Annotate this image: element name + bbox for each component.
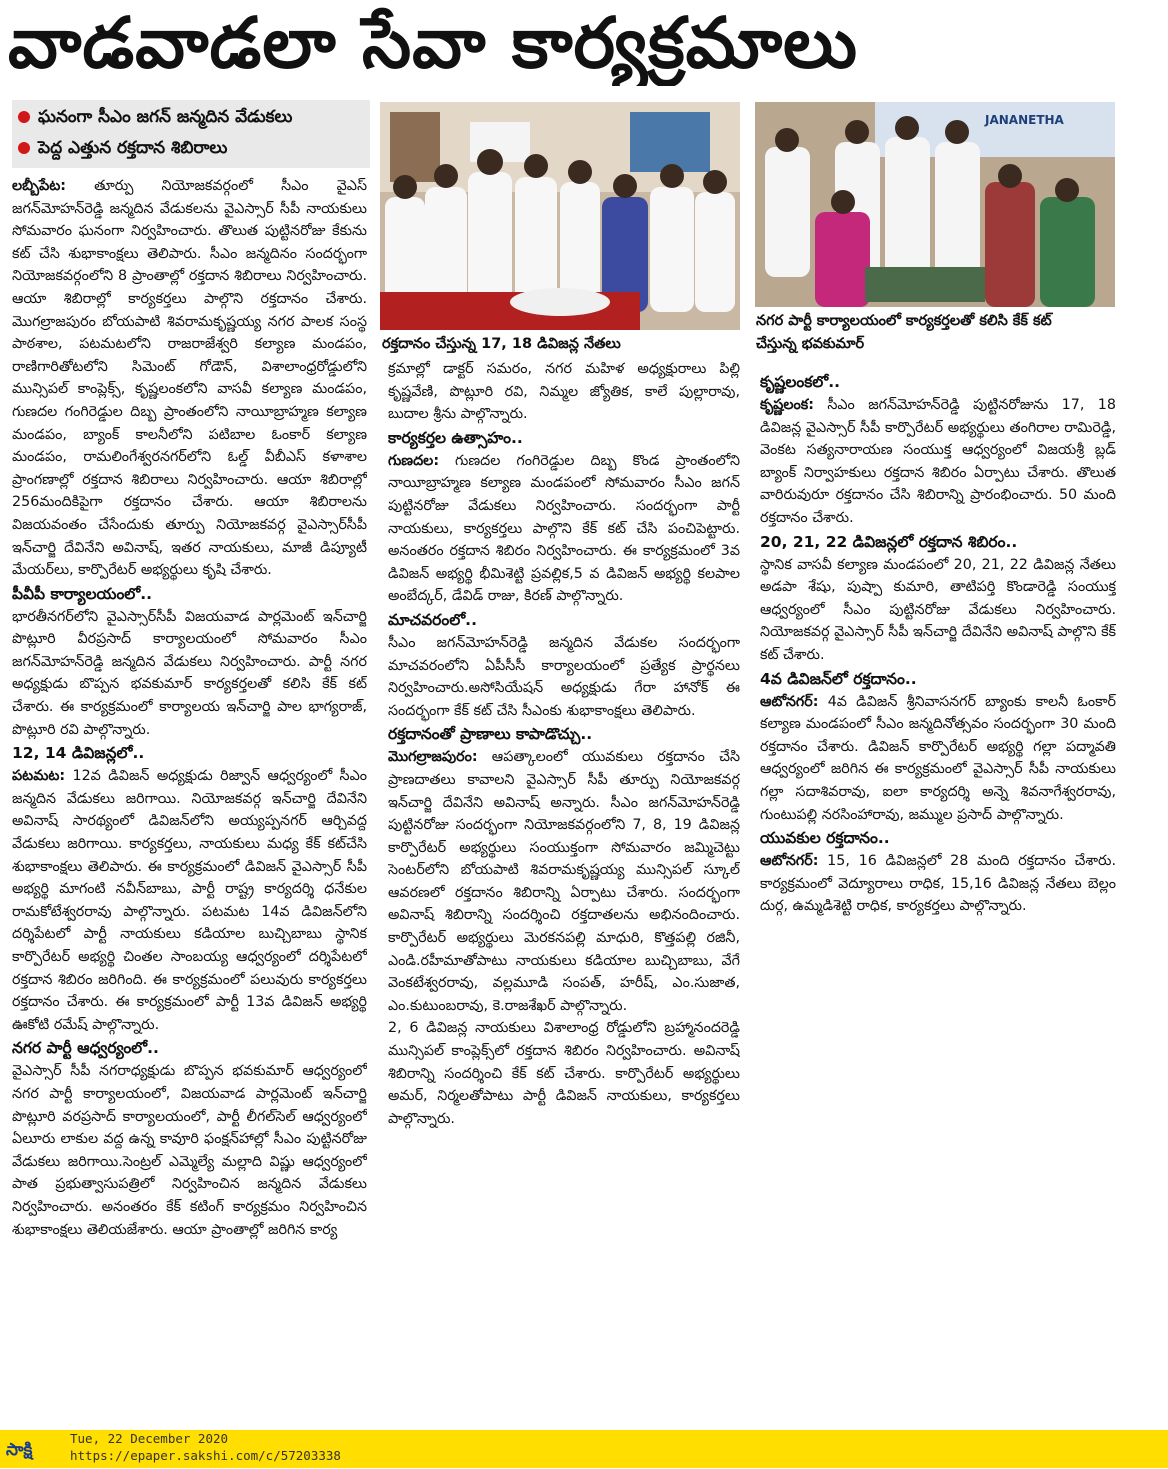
banner-text: JANANETHA (985, 113, 1064, 127)
bullet-item: ఘనంగా సీఎం జగన్‌ జన్మదిన వేడుకలు (18, 102, 364, 133)
article-column-2 (388, 358, 740, 1403)
paragraph: మొగల్రాజపురం: ఆపత్కాలంలో యువకులు రక్తదానం చేసి ప్రాణదాతలు కావాలని వైఎస్సార్‌ సీపీ తూర్పు నియోజకవర్గ ఇన్‌చార్జి దేవినేని అవినాష్‌ అన్నారు. సీఎం జగన్‌మోహన్‌రెడ్డి పుట్టినరోజు సందర్భంగా నియోజకవర్గంలోని 7, 8, 19 డివిజన్ల కార్పొరేటర్‌ అభ్యర్థులు సంయుక్తంగా సోమవారం జమ్మిచెట్టు సెంటర్‌లోని బోయపాటి శివరామకృష్ణయ్య మున్సిపల్‌ స్కూల్‌ ఆవరణలో రక్తదానం శిబిరాన్ని ఏర్పాటు చేశారు. సందర్భంగా అవినాష్‌ శిబిరాన్ని సందర్శించి రక్తదాతలను అభినందించారు. కార్పొరేటర్‌ అభ్యర్థులు మెరకనపల్లి మాధురి, కొత్తపల్లి రజినీ, ఎండి.రహీమాతోపాటు నాయకులు కడియాల బుచ్చిబాబు, వేగే వెంకటేశ్వరరావు, వల్లమూడి సంపత్‌, హరీష్‌, ఎం.సుజాత, ఎం.కుటుంబరావు, కె.రాజశేఖర్‌ పాల్గొన్నారు. (388, 749, 740, 1014)
subheading: పీవీపీ కార్యాలయంలో.. (12, 584, 153, 603)
paragraph: 2, 6 డివిజన్ల నాయకులు విశాలాంధ్ర రోడ్డులోని బ్రహ్మానందరెడ్డి మున్సిపల్‌ కాంప్లెక్స్‌లో రక్తదాన శిబిరం నిర్వహించారు. అవినాష్‌ శిబిరాన్ని సందర్శించి కేక్‌ కట్‌ చేశారు. కార్పొరేటర్‌ అభ్యర్థులు అమర్‌, నిర్మలతోపాటు పార్టీ డివిజన్‌ నాయకులు, కార్యకర్తలు పాల్గొన్నారు. (388, 1020, 740, 1127)
paragraph: కృష్ణలంక: సీఎం జగన్‌మోహన్‌రెడ్డి పుట్టినరోజును 17, 18 డివిజన్ల వైఎస్సార్‌ సీపీ కార్పొరేటర్‌ అభ్యర్థులు తంగిరాల రామిరెడ్డి, వెంకట సత్యనారాయణ సంయుక్త ఆధ్వర్యంలో విజయశ్రీ బ్లడ్‌ బ్యాంక్‌ నిర్వాహకులు రక్తదాన శిబిరం ఏర్పాటు చేశారు. తొలుత వారిరువురూ రక్తదానం చేసి శిబిరాన్ని ప్రారంభించారు. 50 మంది రక్తదానం చేశారు. (760, 397, 1116, 526)
photo-caption: రక్తదానం చేస్తున్న 17, 18 డివిజన్ల నేతలు (382, 336, 621, 352)
bullet-box (12, 100, 370, 168)
subheading: 12, 14 డివిజన్లలో.. (12, 744, 145, 763)
subheading: రక్తదానంతో ప్రాణాలు కాపాడొచ్చు.. (388, 725, 593, 744)
sakshi-logo[interactable] (4, 1433, 62, 1465)
paragraph: స్థానిక వాసవీ కల్యాణ మండపంలో 20, 21, 22 డివిజన్ల నేతలు అడపా శేషు, పుష్పా కుమారి, తాటిపర్తి కొండారెడ్డి సంయుక్త ఆధ్వర్యంలో సీఎం పుట్టినరోజు వేడుకలు నిర్వహించారు. నియోజకవర్గ వైఎస్సార్‌ సీపీ ఇన్‌చార్జి దేవినేని అవినాష్‌ పాల్గొని కేక్‌ కట్‌ చేశారు. (760, 556, 1116, 663)
article-column-3 (760, 370, 1116, 1010)
subheading: కార్యకర్తల ఉత్సాహం.. (388, 428, 523, 447)
footer-date: Tue, 22 December 2020 (70, 1431, 229, 1446)
paragraph: గుణదల: గుణదల గంగిరెడ్డుల దిబ్బ కొండ ప్రాంతంలోని నాయీబ్రాహ్మణ కల్యాణ మండపంలో సోమవారం సీఎం జగన్‌ పుట్టినరోజు వేడుకలు నిర్వహించారు. సందర్భంగా పార్టీ నాయకులు, కార్యకర్తలు పాల్గొని కేక్‌ కట్‌ చేసి పంచిపెట్టారు. అనంతరం రక్తదాన శిబిరం నిర్వహించారు. ఈ కార్యక్రమంలో 3వ డివిజన్‌ అభ్యర్థి భీమిశెట్టి ప్రవల్లిక,5 వ డివిజన్‌ అభ్యర్థి కలపాల అంబేద్కర్‌, డేవిడ్‌ రాజు, కిరణ్‌ పాల్గొన్నారు. (388, 452, 740, 605)
bullet-dot-icon (18, 142, 30, 154)
photo-blood-donation (380, 102, 740, 330)
photo-caption: నగర పార్టీ కార్యాలయంలో కార్యకర్తలతో కలిసి కేక్‌ కట్‌ చేస్తున్న భవకుమార్‌ (756, 313, 1052, 352)
footer-info (70, 1430, 341, 1464)
photo-cake-cutting (755, 102, 1115, 307)
paragraph: ఆటోనగర్‌: 15, 16 డివిజన్లలో 28 మంది రక్తదానం చేశారు. కార్యక్రమంలో వెద్యూరాలు రాధిక, 15,16 డివిజన్ల నేతలు బెల్లం దుర్గ, ఉమ్మడిశెట్టి రాధిక, కార్యకర్తలు పాల్గొన్నారు. (760, 853, 1116, 915)
headline: వాడవాడలా సేవా కార్యక్రమాలు (8, 2, 859, 84)
paragraph: వైఎస్సార్‌ సీపీ నగరాధ్యక్షుడు బొప్పన భవకుమార్‌ ఆధ్వర్యంలో నగర పార్టీ కార్యాలయంలో, విజయవాడ పార్లమెంట్‌ ఇన్‌చార్జి పొట్లూరి వరప్రసాద్‌ కార్యాలయంలో, పార్టీ లీగల్‌సెల్‌ ఆధ్వర్యంలో ఏలూరు లాకుల వద్ద ఉన్న కావూరి ఫంక్షన్‌హాల్లో సీఎం పుట్టినరోజు వేడుకలు జరిగాయి.సెంట్రల్‌ ఎమ్మెల్యే మల్లాది విష్ణు ఆధ్వర్యంలో పాత ప్రభుత్వాసుపత్రిలో నిర్వహించిన జన్మదిన వేడుకలు నిర్వహించారు. అనంతరం కేక్‌ కటింగ్‌ కార్యక్రమం నిర్వహించిన శుభాకాంక్షలు తెలియజేశారు. ఆయా ప్రాంతాల్లో జరిగిన కార్య (12, 1063, 367, 1238)
subheading: కృష్ణలంకలో.. (760, 373, 841, 391)
bullet-dot-icon (18, 111, 30, 123)
svg-text:సాక్షి: సాక్షి (6, 1440, 33, 1460)
subheading: నగర పార్టీ ఆధ్వర్యంలో.. (12, 1039, 159, 1058)
article-column-1 (12, 175, 367, 1400)
paragraph: సీఎం జగన్‌మోహన్‌రెడ్డి జన్మదిన వేడుకల సందర్భంగా మాచవరంలోని ఏపీసీసీ కార్యాలయంలో ప్రత్యేక ప్రార్థనలు నిర్వహించారు.అసోసియేషన్‌ అధ్యక్షుడు గేరా హానోక్‌ ఈ సందర్భంగా కేక్‌ కట్‌ చేసి సీఎంకు శుభాకాంక్షలు తెలిపారు. (388, 634, 740, 719)
subheading: 4వ డివిజన్‌లో రక్తదానం.. (760, 669, 917, 688)
paragraph: భారతీనగర్‌లోని వైఎస్సార్‌సీపీ విజయవాడ పార్లమెంట్‌ ఇన్‌చార్జి పొట్లూరి వీరప్రసాద్‌ కార్యాలయంలో సోమవారం సీఎం జగన్‌మోహన్‌రెడ్డి జన్మదిన వేడుకలు నిర్వహించారు. పార్టీ నగర అధ్యక్షుడు బొప్పన భవకుమార్‌ కార్యకర్తలతో కలిసి కేక్‌ కట్‌ చేశారు. ఈ కార్యక్రమంలో కార్యాలయ ఇన్‌చార్జి పాల భాగ్యరాజ్‌, పొట్లూరి రవి పాల్గొన్నారు. (12, 608, 367, 738)
subheading: 20, 21, 22 డివిజన్లలో రక్తదాన శిబిరం.. (760, 532, 1018, 551)
paragraph: ఆటోనగర్‌: 4వ డివిజన్‌ శ్రీనివాసనగర్‌ బ్యాంకు కాలనీ ఓంకార్‌ కల్యాణ మండపంలో సీఎం జన్మదినోత్సవం సందర్భంగా 30 మంది రక్తదానం చేశారు. డివిజన్‌ కార్పొరేటర్‌ అభ్యర్థి గల్లా పద్మావతి ఆధ్వర్యంలో జరిగిన ఈ కార్యక్రమంలో వైఎస్సార్‌ సీపీ నాయకులు గల్లా సదాశివరావు, ఐలా కార్యదర్శి అన్నె శివనాగేశ్వరరావు, గుంటుపల్లి నరసింహారావు, జమ్ముల ప్రసాద్‌ పాల్గొన్నారు. (760, 693, 1116, 823)
subheading: మాచవరంలో.. (388, 610, 477, 629)
paragraph: పటమట: 12వ డివిజన్‌ అధ్యక్షుడు రిజ్వాన్‌ ఆధ్వర్యంలో సీఎం జన్మదిన వేడుకలు జరిగాయి. నియోజకవర్గ ఇన్‌చార్జి దేవినేని అవినాష్‌ సారథ్యంలో డివిజన్‌లోని అయ్యప్పనగర్‌ ఆర్చివద్ద వేడుకలు జరిగాయి. కార్యకర్తలు, నాయకులు మధ్య కేక్‌ కట్‌చేసి శుభాకాంక్షలు తెలిపారు. ఈ కార్యక్రమంలో డివిజన్‌ వైఎస్సార్‌ సీపీ అభ్యర్థి మాగంటి నవీన్‌బాబు, పార్టీ రాష్ట్ర కార్యదర్శి ధనేకుల రామకోటేశ్వరరావు పాల్గొన్నారు. పటమట 14వ డివిజన్‌లోని దర్శిపేటలో పార్టీ నాయకులు కడియాల బుచ్చిబాబు స్థానిక కార్పొరేటర్‌ అభ్యర్థి చింతల సాంబయ్య ఆధ్వర్యంలో దర్శిపేటలో రక్తదాన శిబిరం జరిగింది. ఈ కార్యక్రమంలో పలువురు కార్యకర్తలు రక్తదానం చేశారు. ఈ కార్యక్రమంలో పార్టీ 13వ డివిజన్‌ అభ్యర్థి ఊకోటి రమేష్‌ పాల్గొన్నారు. (12, 768, 367, 1033)
subheading: యువకుల రక్తదానం.. (760, 829, 890, 848)
paragraph: క్రమాల్లో డాక్టర్‌ సమరం, నగర మహిళ అధ్యక్షురాలు పిల్లి కృష్ణవేణి, పొట్లూరి రవి, నిమ్మల జ్యోతిక, కాలే పుల్లారావు, బుదాల శ్రీను పాల్గొన్నారు. (388, 361, 740, 423)
footer-url[interactable]: https://epaper.sakshi.com/c/57203338 (70, 1448, 341, 1463)
paragraph: లబ్బీపేట: తూర్పు నియోజకవర్గంలో సీఎం వైఎస్‌ జగన్‌మోహన్‌రెడ్డి జన్మదిన వేడుకలను వైఎస్సార్‌ సీపీ నాయకులు సోమవారం ఘనంగా నిర్వహించారు. తొలుత పుట్టినరోజు కేకును కట్‌ చేసి శుభాకాంక్షలు తెలిపారు. సీఎం జన్మదినం సందర్భంగా నియోజకవర్గంలోని 8 ప్రాంతాల్లో రక్తదాన శిబిరాలు నిర్వహించారు. ఆయా శిబిరాల్లో కార్యకర్తలు పాల్గొని రక్తదానం చేశారు. మొగల్రాజపురం బోయపాటి శివరామకృష్ణయ్య నగర పాలక సంస్థ పాఠశాల, పటమటలోని రాజరాజేశ్వరి కల్యాణ మండపం, రాణిగారితోటలోని సిమెంట్‌ గోడౌన్‌, విశాలాంధ్రరోడ్డులోని మున్సిపల్‌ కాంప్లెక్స్‌, కృష్ణలంకలోని వాసవీ కల్యాణ మండపం, గుణదల గంగిరెడ్డుల దిబ్బ ప్రాంతంలోని నాయీబ్రాహ్మణ కల్యాణ మండపం, బ్యాంక్‌ కాలనీలోని పటిబాల ఓంకార్‌ కల్యాణ మండపం, రామలింగేశ్వరనగర్‌లోని ఓల్డ్‌ వీబీఎస్‌ కళాశాల ప్రాంగణాల్లో రక్తదాన శిబిరాలు నిర్వహించారు. ఆయా శిబిరాల్లో 256మందికిపైగా రక్తదానం చేశారు. ఆయా శిబిరాలను విజయవంతం చేసేందుకు తూర్పు నియోజకవర్గ వైఎస్సార్‌సీపీ ఇన్‌చార్జి దేవినేని అవినాష్‌, ఇతర నాయకులు, మాజీ డిప్యూటీ మేయర్‌లు, కార్పొరేటర్‌ అభ్యర్థులు కృషి చేశారు. (12, 178, 367, 579)
bullet-item: పెద్ద ఎత్తున రక్తదాన శిబిరాలు (18, 133, 364, 164)
